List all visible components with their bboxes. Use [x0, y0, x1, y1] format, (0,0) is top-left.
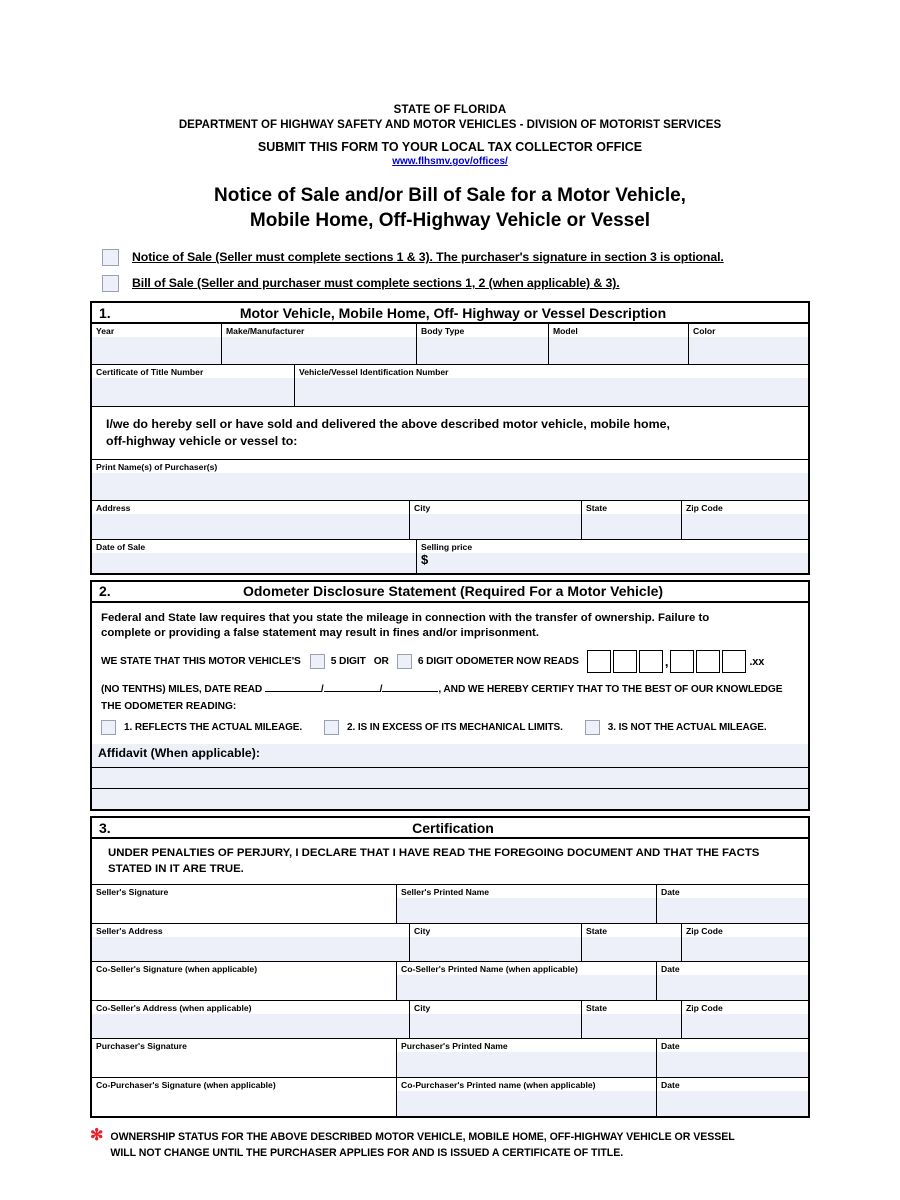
page-title-line1: Notice of Sale and/or Bill of Sale for a Motor Vehicle,	[214, 185, 686, 206]
field-co-purchasers-signature[interactable]	[92, 1078, 397, 1116]
field-co-sellers-printed-name-label: Co-Seller's Printed Name (when applicable)	[397, 962, 656, 975]
co-seller-address-row	[92, 1000, 808, 1038]
sell-statement-row	[92, 406, 808, 458]
field-vin[interactable]	[295, 365, 808, 406]
field-co-seller-state-label: State	[582, 1001, 681, 1014]
field-co-purchaser-date[interactable]	[657, 1078, 808, 1116]
odometer-option-3-label: 3. IS NOT THE ACTUAL MILEAGE.	[607, 722, 767, 734]
odometer-option-2-label: 2. IS IN EXCESS OF ITS MECHANICAL LIMITS.	[347, 722, 563, 734]
field-certificate-of-title-number[interactable]	[92, 365, 295, 406]
perjury-statement	[92, 839, 808, 884]
sale-date-price-row	[92, 539, 808, 573]
field-affidavit-title[interactable]	[92, 744, 808, 767]
affidavit-line-1[interactable]	[92, 767, 808, 788]
field-seller-state-label: State	[582, 924, 681, 937]
field-purchasers-printed-name[interactable]	[397, 1039, 657, 1077]
field-seller-date-label: Date	[657, 885, 808, 898]
field-sellers-printed-name[interactable]	[397, 885, 657, 923]
field-sellers-printed-name-label: Seller's Printed Name	[397, 885, 656, 898]
purchaser-name-row	[92, 459, 808, 500]
field-year[interactable]	[92, 324, 222, 364]
field-co-seller-date[interactable]	[657, 962, 808, 1000]
field-seller-city-label: City	[410, 924, 581, 937]
purchaser-signature-row	[92, 1038, 808, 1077]
section-2-number: 2.	[99, 583, 111, 600]
certify-label: , AND WE HEREBY CERTIFY THAT TO THE BEST OF OUR KNOWLEDGE	[438, 684, 783, 696]
field-sellers-address[interactable]	[92, 924, 410, 961]
field-make-manufacturer-label: Make/Manufacturer	[222, 324, 416, 337]
field-purchaser-zip-label: Zip Code	[682, 501, 808, 514]
field-model[interactable]	[549, 324, 689, 364]
field-seller-zip[interactable]	[682, 924, 808, 961]
field-purchaser-address-label: Address	[92, 501, 409, 514]
odometer-options	[101, 720, 799, 735]
field-affidavit-label: Affidavit (When applicable):	[98, 746, 260, 761]
field-co-purchaser-date-label: Date	[657, 1078, 808, 1091]
field-purchasers-signature-label: Purchaser's Signature	[92, 1039, 396, 1052]
section-3-title: Certification	[412, 819, 494, 836]
we-state-label: WE STATE THAT THIS MOTOR VEHICLE'S	[101, 656, 301, 668]
field-purchaser-date[interactable]	[657, 1039, 808, 1077]
affidavit-line-2[interactable]	[92, 788, 808, 809]
sell-statement-line2: off-highway vehicle or vessel to:	[106, 433, 298, 448]
state-name: STATE OF FLORIDA	[393, 104, 507, 116]
field-purchasers-printed-name-label: Purchaser's Printed Name	[397, 1039, 656, 1052]
choice-bill-of-sale-label: Bill of Sale (Seller and purchaser must complete sections 1, 2 (when applicable) & 3).	[132, 276, 620, 291]
co-purchaser-signature-row	[92, 1077, 808, 1116]
field-selling-price-label: Selling price	[417, 540, 808, 553]
checkbox-excess-mechanical-limits[interactable]	[324, 720, 339, 735]
field-purchaser-date-label: Date	[657, 1039, 808, 1052]
section-1-header	[90, 301, 810, 324]
section-1	[90, 301, 810, 574]
purchaser-address-row	[92, 500, 808, 539]
odometer-digit-box-4[interactable]	[670, 650, 694, 673]
perjury-statement-line1: UNDER PENALTIES OF PERJURY, I DECLARE THAT I HAVE READ THE FOREGOING DOCUMENT AND THAT THE FACTS	[108, 847, 760, 860]
section-1-number: 1.	[99, 304, 111, 321]
choice-bill-of-sale[interactable]	[102, 275, 900, 292]
field-date-of-sale-label: Date of Sale	[92, 540, 416, 553]
five-digit-label: 5 DIGIT	[330, 656, 366, 668]
odometer-reading-label: THE ODOMETER READING:	[101, 701, 237, 713]
field-purchaser-names-label: Print Name(s) of Purchaser(s)	[92, 460, 808, 473]
page-title	[0, 183, 900, 233]
offices-url-wrap	[0, 156, 900, 167]
checkbox-not-actual-mileage[interactable]	[585, 720, 600, 735]
odometer-law-text	[101, 611, 799, 642]
odometer-digit-box-2[interactable]	[613, 650, 637, 673]
perjury-statement-line2: STATED IN IT ARE TRUE.	[108, 862, 244, 875]
field-purchaser-state-label: State	[582, 501, 681, 514]
field-co-sellers-address[interactable]	[92, 1001, 410, 1038]
field-co-seller-zip[interactable]	[682, 1001, 808, 1038]
sell-statement	[92, 407, 808, 458]
field-co-seller-state[interactable]	[582, 1001, 682, 1038]
field-co-sellers-signature[interactable]	[92, 962, 397, 1000]
six-digit-label: 6 DIGIT ODOMETER NOW READS	[417, 656, 579, 668]
field-co-sellers-printed-name[interactable]	[397, 962, 657, 1000]
asterisk-icon: ✻	[90, 1127, 104, 1145]
field-co-purchasers-printed-name[interactable]	[397, 1078, 657, 1116]
seller-signature-row	[92, 884, 808, 923]
field-purchaser-zip[interactable]	[682, 501, 808, 539]
field-purchaser-city[interactable]	[410, 501, 582, 539]
field-co-purchasers-signature-label: Co-Purchaser's Signature (when applicable)	[92, 1078, 396, 1091]
date-read-month-input[interactable]	[265, 681, 321, 692]
co-seller-signature-row	[92, 961, 808, 1000]
field-color-label: Color	[689, 324, 808, 337]
choice-notice-of-sale-label: Notice of Sale (Seller must complete sections 1 & 3). The purchaser's signature in section 3 is optional.	[132, 250, 724, 265]
form-type-choices	[0, 249, 900, 292]
field-make-manufacturer[interactable]	[222, 324, 417, 364]
field-co-seller-city-label: City	[410, 1001, 581, 1014]
sell-statement-line1: I/we do hereby sell or have sold and delivered the above described motor vehicle, mobile home,	[106, 417, 670, 432]
field-model-label: Model	[549, 324, 688, 337]
field-purchaser-city-label: City	[410, 501, 581, 514]
section-2-title: Odometer Disclosure Statement (Required For a Motor Vehicle)	[242, 583, 664, 600]
odometer-digit-box-1[interactable]	[587, 650, 611, 673]
field-year-label: Year	[92, 324, 221, 337]
field-seller-date[interactable]	[657, 885, 808, 923]
odometer-decimal-label: .xx	[749, 655, 765, 668]
field-co-seller-date-label: Date	[657, 962, 808, 975]
field-date-of-sale[interactable]	[92, 540, 417, 573]
checkbox-6-digit[interactable]	[397, 654, 412, 669]
odometer-date-read-line: (NO TENTHS) MILES, DATE READ / / , AND WE HEREBY CERTIFY THAT TO THE BEST OF OUR KNOWLEDGE	[101, 681, 799, 695]
odometer-statement-block	[92, 603, 808, 745]
field-purchaser-state[interactable]	[582, 501, 682, 539]
field-selling-price[interactable]	[417, 540, 808, 573]
section-2	[90, 580, 810, 812]
field-purchaser-address[interactable]	[92, 501, 410, 539]
ownership-status-line2: WILL NOT CHANGE UNTIL THE PURCHASER APPLIES FOR AND IS ISSUED A CERTIFICATE OF TITLE.	[110, 1146, 624, 1159]
date-read-year-input[interactable]	[382, 681, 438, 692]
field-certificate-of-title-number-label: Certificate of Title Number	[92, 365, 294, 378]
choice-notice-of-sale[interactable]	[102, 249, 900, 266]
odometer-law-line2: complete or providing a false statement may result in fines and/or imprisonment.	[101, 627, 540, 640]
section-3	[90, 816, 810, 1118]
ownership-status-text	[110, 1130, 734, 1161]
field-body-type-label: Body Type	[417, 324, 548, 337]
field-co-seller-zip-label: Zip Code	[682, 1001, 808, 1014]
odometer-option-2[interactable]	[324, 720, 563, 735]
section-2-body	[90, 603, 810, 812]
odometer-option-3[interactable]	[585, 720, 767, 735]
odometer-option-1[interactable]	[101, 720, 302, 735]
odometer-option-1-label: 1. REFLECTS THE ACTUAL MILEAGE.	[124, 722, 303, 734]
odometer-law-line1: Federal and State law requires that you state the mileage in connection with the transfer of ownership. Failure to	[101, 611, 710, 624]
page-title-line2: Mobile Home, Off-Highway Vehicle or Vessel	[249, 210, 651, 232]
department-name: DEPARTMENT OF HIGHWAY SAFETY AND MOTOR VEHICLES - DIVISION OF MOTORIST SERVICES	[178, 119, 722, 131]
field-seller-zip-label: Zip Code	[682, 924, 808, 937]
field-seller-city[interactable]	[410, 924, 582, 961]
odometer-digit-box-5[interactable]	[696, 650, 720, 673]
checkbox-bill-of-sale[interactable]	[102, 275, 119, 292]
odometer-comma: ,	[664, 654, 669, 670]
checkbox-actual-mileage[interactable]	[101, 720, 116, 735]
section-2-header	[90, 580, 810, 603]
date-read-day-input[interactable]	[324, 681, 380, 692]
section-1-body	[90, 324, 810, 574]
field-purchaser-names[interactable]	[92, 460, 808, 500]
offices-url-link[interactable]: www.flhsmv.gov/offices/	[392, 156, 508, 167]
field-co-sellers-signature-label: Co-Seller's Signature (when applicable)	[92, 962, 396, 975]
field-sellers-address-label: Seller's Address	[92, 924, 409, 937]
ownership-status-note	[90, 1127, 810, 1161]
field-color[interactable]	[689, 324, 808, 364]
field-body-type[interactable]	[417, 324, 549, 364]
field-seller-state[interactable]	[582, 924, 682, 961]
checkbox-5-digit[interactable]	[310, 654, 325, 669]
field-vin-label: Vehicle/Vessel Identification Number	[295, 365, 808, 378]
submission-instruction: SUBMIT THIS FORM TO YOUR LOCAL TAX COLLECTOR OFFICE	[257, 140, 643, 154]
field-co-purchasers-printed-name-label: Co-Purchaser's Printed name (when applicable)	[397, 1078, 656, 1091]
no-tenths-label: (NO TENTHS) MILES, DATE READ	[101, 684, 263, 696]
field-sellers-signature[interactable]	[92, 885, 397, 923]
currency-symbol: $	[421, 551, 429, 567]
field-purchasers-signature[interactable]	[92, 1039, 397, 1077]
odometer-digit-line	[101, 650, 799, 673]
title-number-row	[92, 364, 808, 406]
odometer-digit-box-3[interactable]	[639, 650, 663, 673]
field-co-sellers-address-label: Co-Seller's Address (when applicable)	[92, 1001, 409, 1014]
section-3-body	[90, 839, 810, 1118]
affidavit-label-row	[92, 744, 808, 767]
document-header	[0, 0, 900, 233]
ownership-status-line1: OWNERSHIP STATUS FOR THE ABOVE DESCRIBED MOTOR VEHICLE, MOBILE HOME, OFF-HIGHWAY VEHICLE OR VESSEL	[110, 1131, 735, 1144]
digit-or-label: OR	[373, 656, 389, 668]
field-sellers-signature-label: Seller's Signature	[92, 885, 396, 898]
seller-address-row	[92, 923, 808, 961]
checkbox-notice-of-sale[interactable]	[102, 249, 119, 266]
odometer-digit-box-6[interactable]	[722, 650, 746, 673]
section-3-header	[90, 816, 810, 839]
section-1-title: Motor Vehicle, Mobile Home, Off- Highway or Vessel Description	[239, 304, 667, 321]
vehicle-description-row	[92, 324, 808, 364]
field-co-seller-city[interactable]	[410, 1001, 582, 1038]
section-3-number: 3.	[99, 819, 111, 836]
